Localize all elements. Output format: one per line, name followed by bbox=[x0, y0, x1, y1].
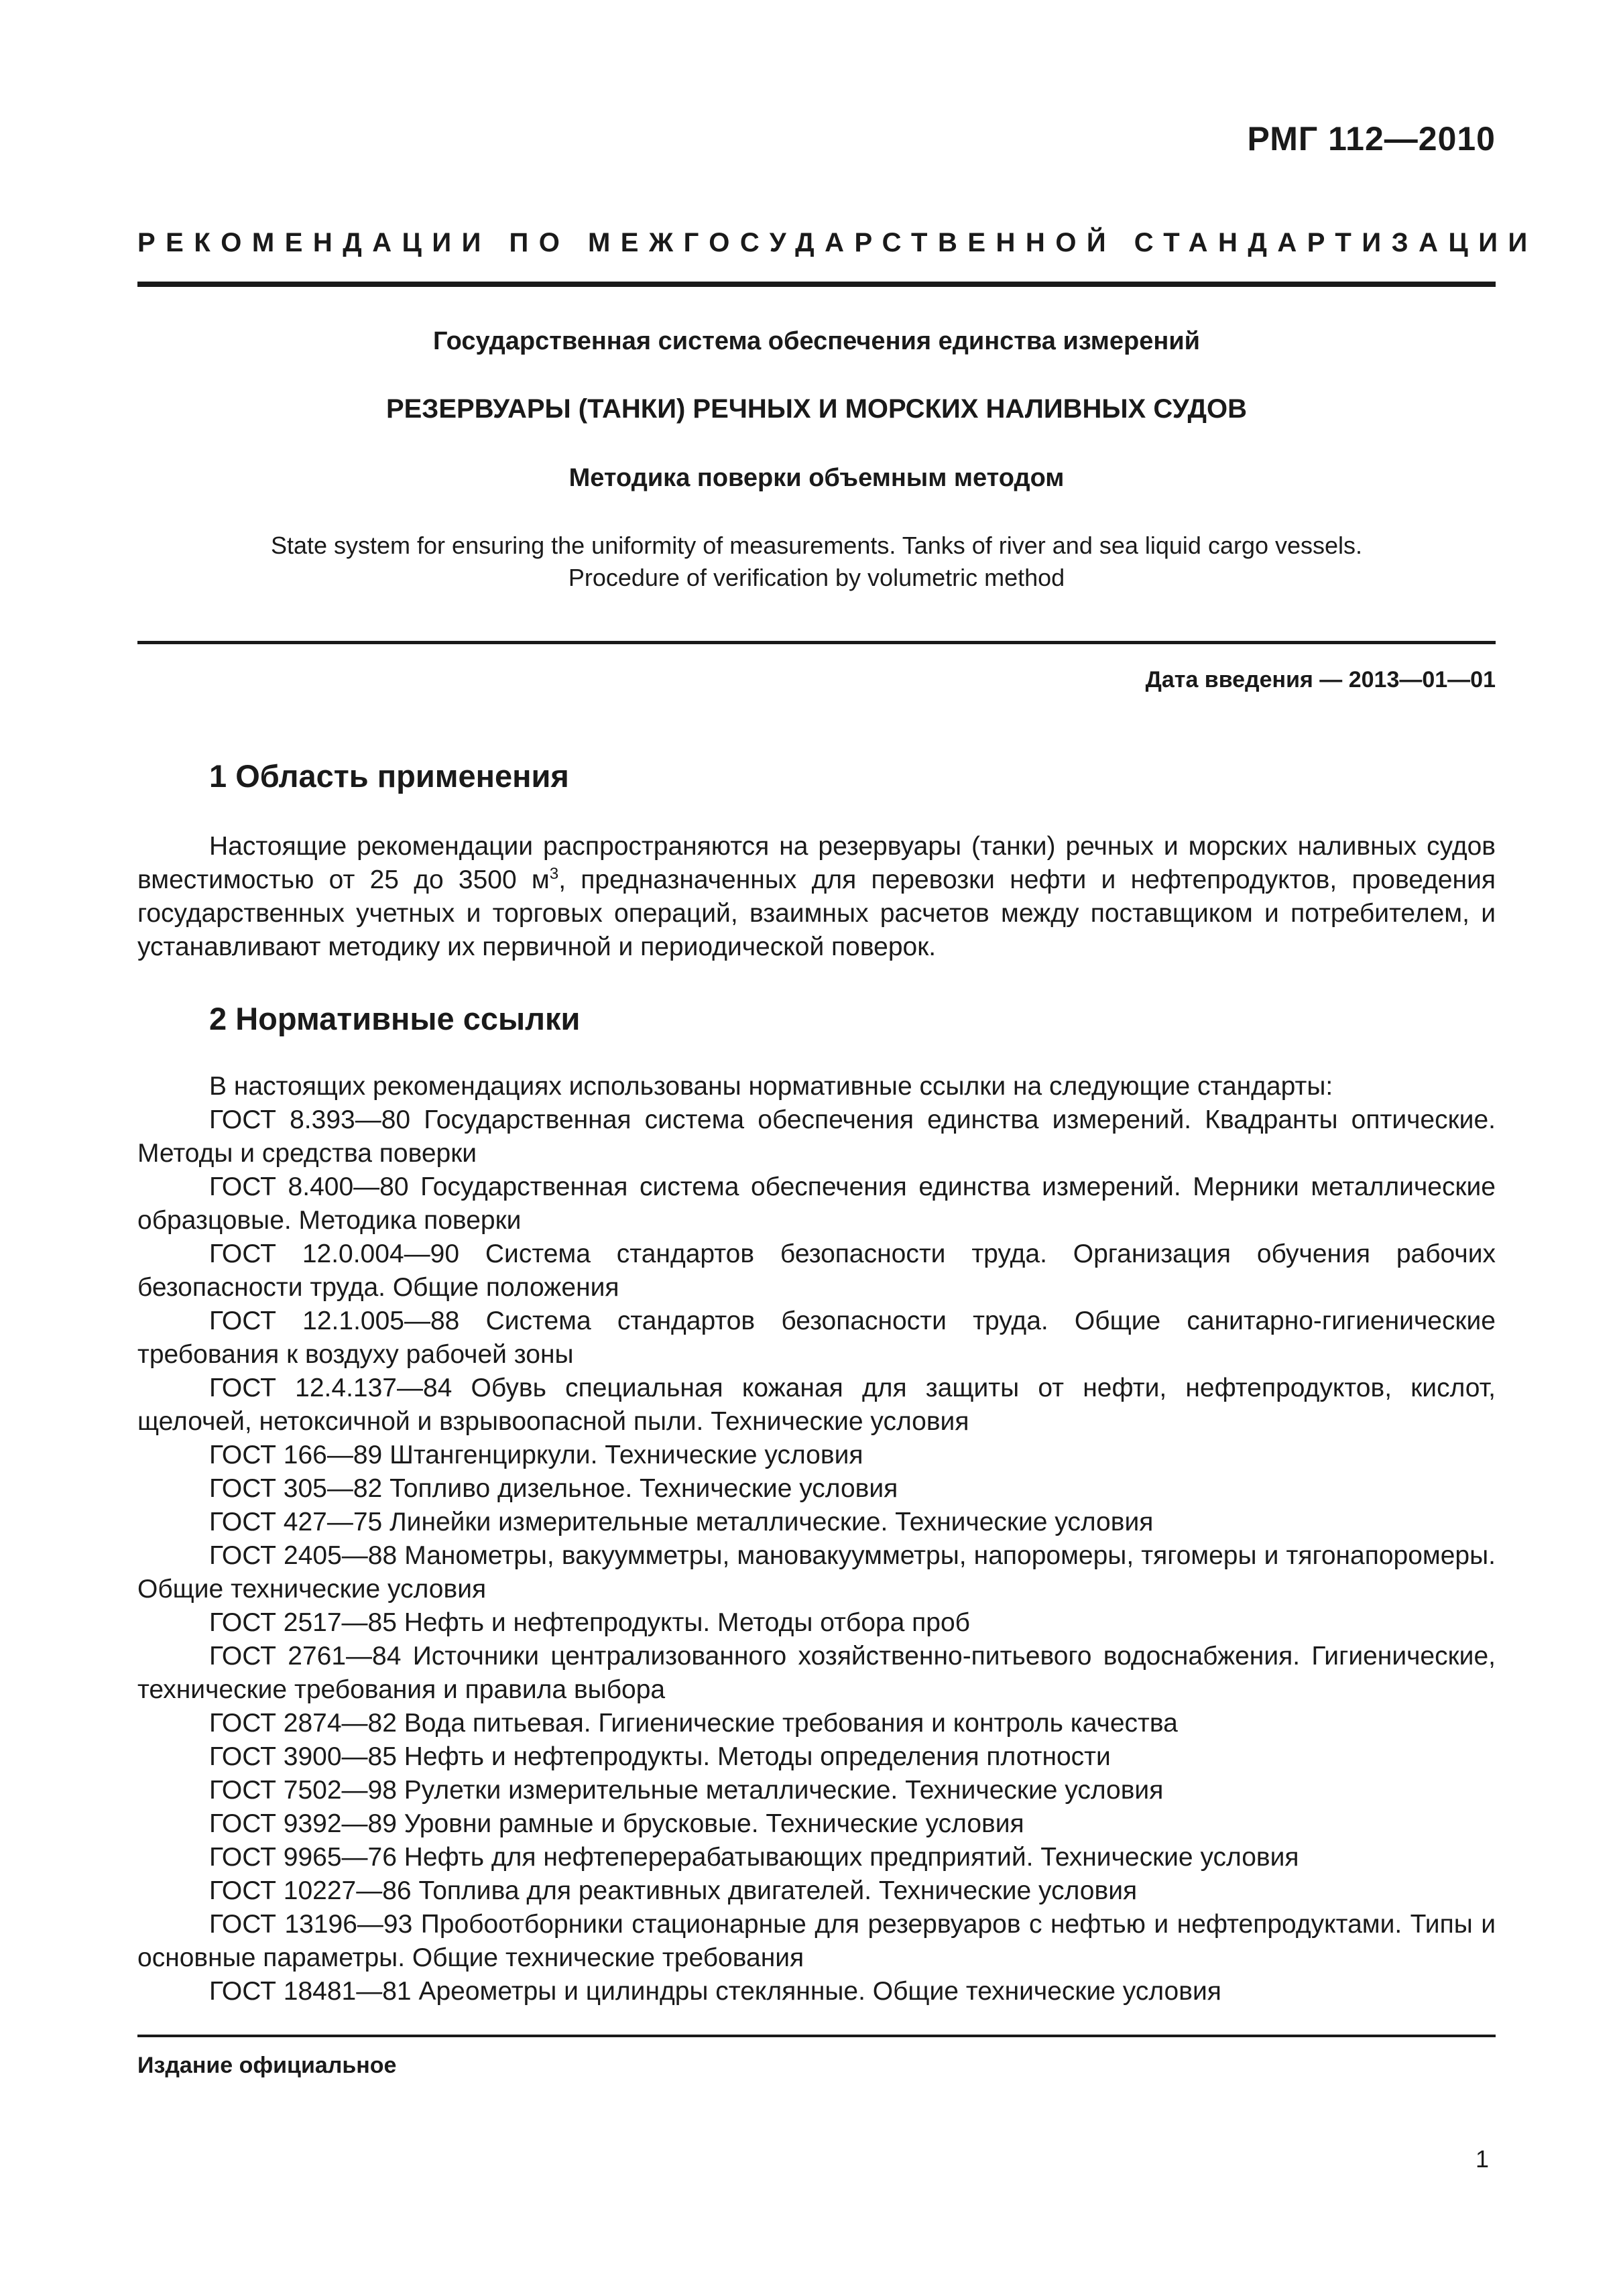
reference-item: ГОСТ 427—75 Линейки измерительные металлические. Технические условия bbox=[209, 1508, 1154, 1536]
introduction-date: Дата введения — 2013—01—01 bbox=[1145, 667, 1496, 692]
system-title: Государственная система обеспечения единства измерений bbox=[432, 327, 1201, 355]
reference-item: ГОСТ 2874—82 Вода питьевая. Гигиенические требования и контроль качества bbox=[209, 1709, 1178, 1738]
scope-paragraph bbox=[137, 830, 1496, 964]
normative-references bbox=[137, 1070, 1496, 2008]
reference-item: ГОСТ 8.400—80 Государственная система обеспечения единства измерений. Мерники металлические образцовые. Методика поверки bbox=[137, 1172, 1496, 1235]
reference-item: ГОСТ 7502—98 Рулетки измерительные металлические. Технические условия bbox=[209, 1776, 1164, 1805]
reference-item: ГОСТ 12.1.005—88 Система стандартов безопасности труда. Общие санитарно-гигиенические требования к воздуху рабочей зоны bbox=[137, 1307, 1496, 1369]
reference-item: ГОСТ 305—82 Топливо дизельное. Технические условия bbox=[209, 1474, 898, 1503]
reference-item: ГОСТ 2405—88 Манометры, вакуумметры, мановакуумметры, напоромеры, тягомеры и тягонапоромеры. Общие технические условия bbox=[137, 1541, 1496, 1604]
english-title bbox=[137, 530, 1496, 594]
reference-item: ГОСТ 10227—86 Топлива для реактивных двигателей. Технические условия bbox=[209, 1876, 1138, 1905]
reference-item: ГОСТ 9965—76 Нефть для нефтеперерабатывающих предприятий. Технические условия bbox=[209, 1843, 1299, 1872]
main-title: РЕЗЕРВУАРЫ (ТАНКИ) РЕЧНЫХ И МОРСКИХ НАЛИВНЫХ СУДОВ bbox=[385, 394, 1248, 424]
english-title-line: State system for ensuring the uniformity of measurements. Tanks of river and sea liquid cargo vessels. bbox=[270, 532, 1363, 559]
series-title: РЕКОМЕНДАЦИИ ПО МЕЖГОСУДАРСТВЕННОЙ СТАНДАРТИЗАЦИИ bbox=[137, 228, 1538, 257]
reference-item: ГОСТ 166—89 Штангенциркули. Технические условия bbox=[209, 1441, 863, 1469]
page-number: 1 bbox=[1475, 2145, 1489, 2173]
title-separator-rule bbox=[137, 641, 1496, 644]
top-rule bbox=[137, 282, 1496, 287]
reference-item: ГОСТ 12.0.004—90 Система стандартов безопасности труда. Организация обучения рабочих безопасности труда. Общие положения bbox=[137, 1240, 1496, 1302]
reference-item: ГОСТ 18481—81 Ареометры и цилиндры стеклянные. Общие технические условия bbox=[209, 1977, 1221, 2006]
reference-item: ГОСТ 2761—84 Источники централизованного хозяйственно-питьевого водоснабжения. Гигиенические, технические требования и правила выбора bbox=[137, 1642, 1496, 1704]
scope-text-after-superscript: , предназначенных для перевозки нефти и нефтепродуктов, проведения государственных учетных и торговых операций, взаимных расчетов между поставщиком и потребителем, и устанавливают методику их первичной и периодической поверок. bbox=[137, 865, 1496, 961]
section-1-text bbox=[137, 830, 1496, 964]
method-title: Методика поверки объемным методом bbox=[568, 464, 1065, 492]
english-title-line: Procedure of verification by volumetric method bbox=[568, 564, 1065, 591]
reference-item: ГОСТ 2517—85 Нефть и нефтепродукты. Методы отбора проб bbox=[209, 1608, 970, 1637]
reference-item: ГОСТ 13196—93 Пробоотборники стационарные для резервуаров с нефтью и нефтепродуктами. Типы и основные параметры. Общие технические требования bbox=[137, 1910, 1496, 1972]
reference-item: ГОСТ 9392—89 Уровни рамные и брусковые. Технические условия bbox=[209, 1809, 1024, 1838]
reference-item: ГОСТ 12.4.137—84 Обувь специальная кожаная для защиты от нефти, нефтепродуктов, кислот, щелочей, нетоксичной и взрывоопасной пыли. Технические условия bbox=[137, 1374, 1496, 1436]
section-1-heading: 1 Область применения bbox=[209, 758, 569, 794]
document-code: РМГ 112—2010 bbox=[1247, 120, 1496, 158]
reference-item: ГОСТ 3900—85 Нефть и нефтепродукты. Методы определения плотности bbox=[209, 1742, 1111, 1771]
cubic-superscript: 3 bbox=[549, 865, 559, 883]
footer-rule bbox=[137, 2035, 1496, 2037]
scope-text-before-superscript: Настоящие рекомендации распространяются на резервуары (танки) речных и морских наливных судов вместимостью от 25 до 3500 м bbox=[137, 832, 1496, 894]
reference-item: ГОСТ 8.393—80 Государственная система обеспечения единства измерений. Квадранты оптические. Методы и средства поверки bbox=[137, 1105, 1496, 1168]
edition-label: Издание официальное bbox=[137, 2053, 397, 2078]
references-intro: В настоящих рекомендациях использованы нормативные ссылки на следующие стандарты: bbox=[209, 1072, 1333, 1101]
section-2-heading: 2 Нормативные ссылки bbox=[209, 1001, 581, 1036]
